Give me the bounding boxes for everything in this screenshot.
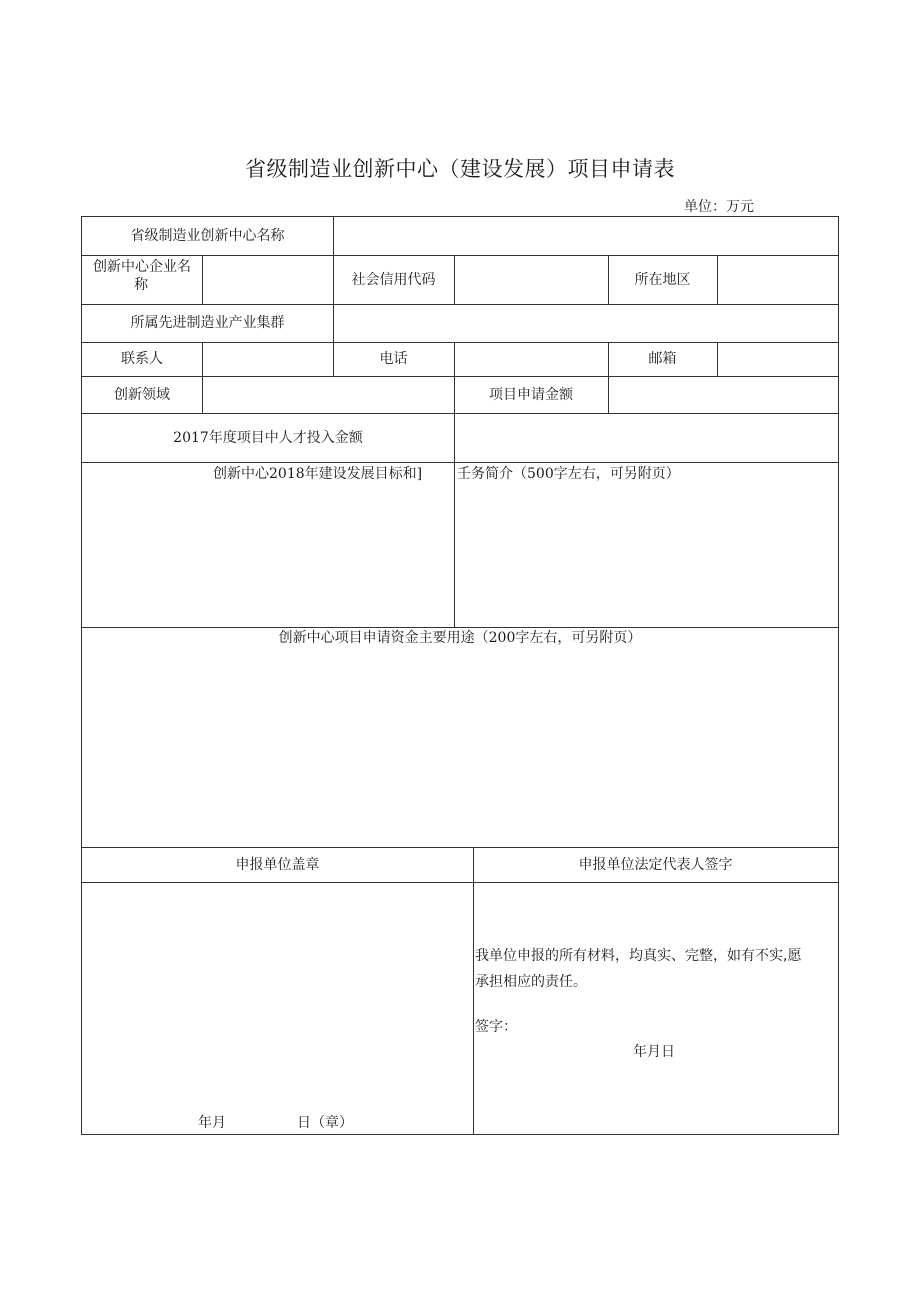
company-name-field[interactable] bbox=[203, 256, 332, 303]
phone-field[interactable] bbox=[455, 343, 607, 375]
goals-label-right: 壬务简介（500字左右，可另附页） bbox=[457, 466, 680, 482]
seal-area[interactable] bbox=[83, 884, 471, 1084]
company-name-label-line1: 创新中心企业名 bbox=[93, 259, 191, 275]
seal-day: 日（章） bbox=[297, 1115, 353, 1131]
signature-field[interactable] bbox=[522, 1012, 822, 1034]
usage-text-area[interactable] bbox=[83, 651, 837, 845]
goals-text-area-left[interactable] bbox=[83, 487, 452, 625]
goals-text-area-right[interactable] bbox=[456, 487, 836, 625]
talent-field[interactable] bbox=[455, 414, 837, 461]
amount-field[interactable] bbox=[609, 377, 837, 412]
center-name-label: 省级制造业创新中心名称 bbox=[130, 228, 285, 244]
application-form bbox=[81, 216, 839, 1135]
region-field[interactable] bbox=[718, 256, 837, 303]
company-name-label-line2: 称 bbox=[134, 277, 148, 293]
center-name-field[interactable] bbox=[334, 218, 837, 254]
page-title: 省级制造业创新中心（建设发展）项目申请表 bbox=[245, 157, 675, 181]
seal-year-month: 年月 bbox=[198, 1115, 226, 1131]
credit-code-field[interactable] bbox=[455, 256, 607, 303]
contact-field[interactable] bbox=[203, 343, 332, 375]
sign-label: 申报单位法定代表人签字 bbox=[578, 856, 733, 873]
contact-label: 联系人 bbox=[121, 351, 163, 367]
sign-date: 年月日 bbox=[633, 1044, 675, 1060]
cluster-field[interactable] bbox=[334, 305, 837, 341]
goals-label-left: 创新中心2018年建设发展目标和] bbox=[213, 466, 423, 482]
usage-label: 创新中心项目申请资金主要用途（200字左右，可另附页） bbox=[278, 630, 642, 646]
cluster-label: 所属先进制造业产业集群 bbox=[130, 315, 285, 331]
field-label: 创新领域 bbox=[114, 386, 170, 403]
credit-code-label: 社会信用代码 bbox=[351, 271, 436, 288]
sign-text: 签字： bbox=[475, 1019, 517, 1035]
phone-label: 电话 bbox=[379, 351, 408, 367]
field-input[interactable] bbox=[203, 377, 453, 412]
amount-label: 项目申请金额 bbox=[489, 386, 573, 403]
email-field[interactable] bbox=[718, 343, 837, 375]
region-label: 所在地区 bbox=[634, 271, 691, 288]
declaration-line1: 我单位申报的所有材料，均真实、完整，如有不实,愿 bbox=[475, 948, 802, 964]
unit-label: 单位：万元 bbox=[684, 199, 754, 215]
seal-label: 申报单位盖章 bbox=[235, 856, 320, 873]
talent-label: 2017年度项目中人才投入金额 bbox=[173, 429, 363, 446]
email-label: 邮箱 bbox=[648, 351, 677, 367]
declaration-line2: 承担相应的责任。 bbox=[475, 974, 587, 990]
